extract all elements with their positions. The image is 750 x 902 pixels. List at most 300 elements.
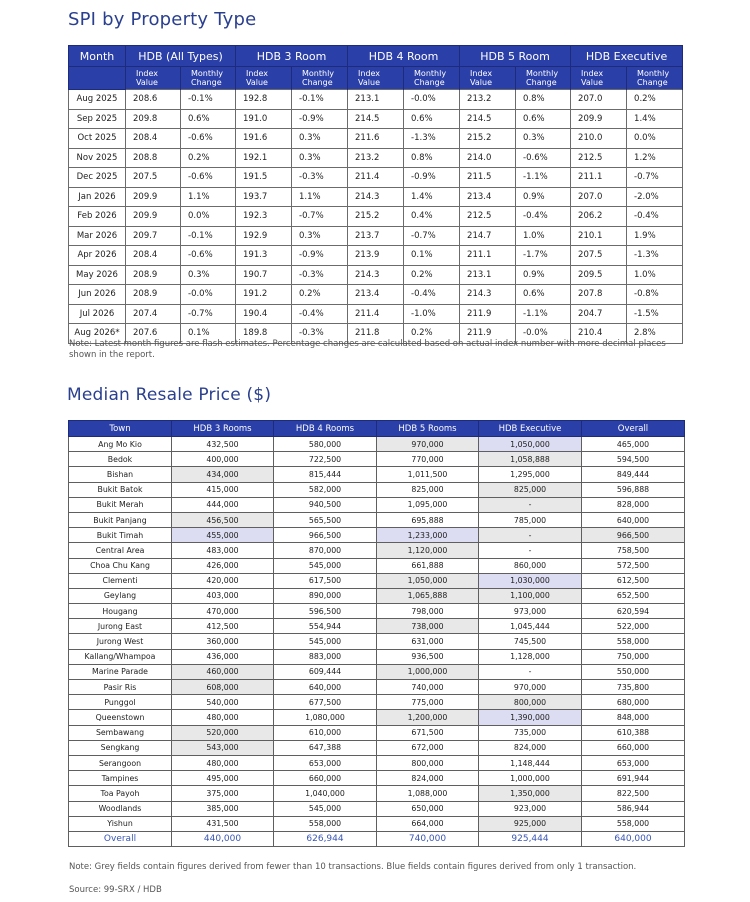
monthly-change-cell: 0.9%	[516, 187, 571, 207]
index-value-cell: 213.4	[348, 285, 404, 305]
median-row	[69, 528, 685, 543]
hdb-all-types-header: HDB (All Types)	[126, 46, 236, 67]
price-cell: 470,000	[172, 604, 274, 619]
index-value-cell: 211.8	[348, 324, 404, 344]
price-cell: 650,000	[377, 801, 479, 816]
month-cell: Jul 2026	[69, 304, 126, 324]
price-cell: 653,000	[274, 755, 377, 770]
overall-price-cell: 440,000	[172, 831, 274, 846]
price-cell: 860,000	[479, 558, 582, 573]
median-header-row	[69, 421, 685, 437]
median-column-header: Town	[69, 421, 172, 437]
index-value-cell: 214.3	[348, 187, 404, 207]
index-value-cell: 209.8	[126, 109, 181, 129]
town-cell: Bukit Merah	[69, 497, 172, 512]
monthly-change-cell: 0.9%	[516, 265, 571, 285]
town-cell: Sengkang	[69, 740, 172, 755]
index-value-cell: 214.3	[348, 265, 404, 285]
index-value-cell: 208.4	[126, 129, 181, 149]
month-cell: Jan 2026	[69, 187, 126, 207]
index-value-cell: 190.7	[236, 265, 292, 285]
price-cell: 822,500	[582, 786, 685, 801]
monthly-change-cell: 0.0%	[627, 129, 683, 149]
monthly-change-cell: 1.2%	[627, 148, 683, 168]
price-cell: 1,088,000	[377, 786, 479, 801]
source-text: Source: 99-SRX / HDB	[69, 885, 162, 895]
price-cell: 610,000	[274, 725, 377, 740]
monthly-change-cell: -1.1%	[516, 168, 571, 188]
price-cell: 966,500	[274, 528, 377, 543]
index-value-cell: 210.4	[571, 324, 627, 344]
town-cell: Queenstown	[69, 710, 172, 725]
index-value-cell: 192.3	[236, 207, 292, 227]
spi-row	[69, 187, 683, 207]
monthly-change-cell: -0.0%	[404, 90, 460, 110]
spi-row	[69, 304, 683, 324]
price-cell: 1,050,000	[377, 573, 479, 588]
index-value-cell: 191.2	[236, 285, 292, 305]
town-cell: Bedok	[69, 452, 172, 467]
monthly-change-cell: 0.2%	[404, 265, 460, 285]
index-value-cell: 214.0	[460, 148, 516, 168]
price-cell: 609,444	[274, 664, 377, 679]
index-value-cell: 206.2	[571, 207, 627, 227]
price-cell: 403,000	[172, 588, 274, 603]
median-price-table	[68, 420, 685, 847]
price-cell: 824,000	[377, 771, 479, 786]
median-table-body	[69, 437, 685, 847]
median-column-header: HDB 3 Rooms	[172, 421, 274, 437]
monthly-change-cell: -0.0%	[181, 285, 236, 305]
index-value-cell: 208.9	[126, 265, 181, 285]
town-cell: Hougang	[69, 604, 172, 619]
index-value-cell: 209.9	[571, 109, 627, 129]
median-row	[69, 634, 685, 649]
monthly-change-cell: 0.1%	[404, 246, 460, 266]
price-cell: 1,295,000	[479, 467, 582, 482]
index-value-subheader: Index Value	[571, 67, 627, 90]
median-title: Median Resale Price ($)	[67, 385, 272, 405]
monthly-change-cell: -0.3%	[292, 265, 348, 285]
price-cell: 1,100,000	[479, 588, 582, 603]
price-cell: 385,000	[172, 801, 274, 816]
price-cell: 973,000	[479, 604, 582, 619]
monthly-change-cell: 1.0%	[627, 265, 683, 285]
price-cell: 653,000	[582, 755, 685, 770]
index-value-cell: 193.7	[236, 187, 292, 207]
town-cell: Serangoon	[69, 755, 172, 770]
price-cell: 750,000	[582, 649, 685, 664]
index-value-cell: 215.2	[348, 207, 404, 227]
index-value-cell: 191.0	[236, 109, 292, 129]
index-value-cell: 190.4	[236, 304, 292, 324]
price-cell: 758,500	[582, 543, 685, 558]
price-cell: 520,000	[172, 725, 274, 740]
monthly-change-cell: -0.9%	[292, 109, 348, 129]
index-value-cell: 207.6	[126, 324, 181, 344]
index-value-cell: 211.4	[348, 168, 404, 188]
price-cell: 671,500	[377, 725, 479, 740]
monthly-change-cell: 0.4%	[404, 207, 460, 227]
monthly-change-cell: 1.1%	[292, 187, 348, 207]
median-row	[69, 588, 685, 603]
town-cell: Jurong West	[69, 634, 172, 649]
median-row	[69, 664, 685, 679]
index-value-cell: 211.6	[348, 129, 404, 149]
hdb-3-room-header: HDB 3 Room	[236, 46, 348, 67]
spi-table	[68, 45, 683, 344]
median-row	[69, 680, 685, 695]
monthly-change-cell: 0.1%	[181, 324, 236, 344]
month-cell: Aug 2025	[69, 90, 126, 110]
price-cell: 785,000	[479, 512, 582, 527]
price-cell: 1,050,000	[479, 437, 582, 452]
index-value-cell: 208.9	[126, 285, 181, 305]
price-cell: 740,000	[377, 680, 479, 695]
monthly-change-cell: 0.6%	[516, 285, 571, 305]
price-cell: -	[479, 528, 582, 543]
median-row	[69, 497, 685, 512]
median-row	[69, 543, 685, 558]
monthly-change-cell: 1.4%	[404, 187, 460, 207]
index-value-cell: 214.3	[460, 285, 516, 305]
index-value-subheader: Index Value	[460, 67, 516, 90]
town-cell: Yishun	[69, 816, 172, 831]
spi-note: Note: Latest month figures are flash estimates. Percentage changes are calculated based on actual index number with more decimal places shown in the report.	[69, 339, 666, 360]
price-cell: 540,000	[172, 695, 274, 710]
price-cell: 545,000	[274, 558, 377, 573]
monthly-change-cell: 0.8%	[404, 148, 460, 168]
spi-row	[69, 109, 683, 129]
monthly-change-cell: -0.7%	[404, 226, 460, 246]
monthly-change-cell: 0.6%	[516, 109, 571, 129]
monthly-change-cell: 0.3%	[181, 265, 236, 285]
town-cell: Clementi	[69, 573, 172, 588]
spi-table-body	[69, 90, 683, 344]
median-column-header: HDB 5 Rooms	[377, 421, 479, 437]
price-cell: 672,000	[377, 740, 479, 755]
monthly-change-cell: 0.3%	[516, 129, 571, 149]
price-cell: 652,500	[582, 588, 685, 603]
index-value-cell: 213.1	[460, 265, 516, 285]
monthly-change-cell: 0.2%	[404, 324, 460, 344]
monthly-change-cell: 1.0%	[516, 226, 571, 246]
index-value-cell: 207.5	[126, 168, 181, 188]
price-cell: 558,000	[582, 816, 685, 831]
price-cell: 1,095,000	[377, 497, 479, 512]
price-cell: 848,000	[582, 710, 685, 725]
monthly-change-subheader: Monthly Change	[516, 67, 571, 90]
spi-row	[69, 207, 683, 227]
town-cell: Marine Parade	[69, 664, 172, 679]
town-cell: Bukit Timah	[69, 528, 172, 543]
price-cell: 582,000	[274, 482, 377, 497]
index-value-cell: 213.2	[460, 90, 516, 110]
price-cell: 1,390,000	[479, 710, 582, 725]
spi-row	[69, 265, 683, 285]
month-cell: Jun 2026	[69, 285, 126, 305]
spi-row	[69, 285, 683, 305]
price-cell: 608,000	[172, 680, 274, 695]
monthly-change-cell: 0.6%	[181, 109, 236, 129]
price-cell: -	[479, 543, 582, 558]
monthly-change-cell: -1.3%	[404, 129, 460, 149]
index-value-cell: 213.1	[348, 90, 404, 110]
median-row	[69, 512, 685, 527]
price-cell: 558,000	[582, 634, 685, 649]
price-cell: 661,888	[377, 558, 479, 573]
price-cell: 420,000	[172, 573, 274, 588]
median-row	[69, 695, 685, 710]
monthly-change-cell: -1.7%	[516, 246, 571, 266]
price-cell: 800,000	[377, 755, 479, 770]
monthly-change-cell: -0.1%	[181, 90, 236, 110]
monthly-change-cell: -0.6%	[181, 129, 236, 149]
median-column-header: HDB Executive	[479, 421, 582, 437]
month-cell: Nov 2025	[69, 148, 126, 168]
price-cell: 617,500	[274, 573, 377, 588]
price-cell: 815,444	[274, 467, 377, 482]
median-row	[69, 649, 685, 664]
overall-price-cell: 740,000	[377, 831, 479, 846]
index-value-cell: 211.9	[460, 324, 516, 344]
month-cell: Oct 2025	[69, 129, 126, 149]
monthly-change-cell: -0.4%	[516, 207, 571, 227]
price-cell: 1,058,888	[479, 452, 582, 467]
price-cell: 1,000,000	[377, 664, 479, 679]
monthly-change-cell: -0.7%	[627, 168, 683, 188]
index-value-cell: 213.7	[348, 226, 404, 246]
price-cell: 543,000	[172, 740, 274, 755]
monthly-change-cell: -0.7%	[292, 207, 348, 227]
index-value-cell: 208.6	[126, 90, 181, 110]
month-cell: Feb 2026	[69, 207, 126, 227]
index-value-cell: 211.4	[348, 304, 404, 324]
monthly-change-cell: -2.0%	[627, 187, 683, 207]
monthly-change-subheader: Monthly Change	[404, 67, 460, 90]
median-row	[69, 482, 685, 497]
price-cell: 870,000	[274, 543, 377, 558]
month-cell: Mar 2026	[69, 226, 126, 246]
index-value-subheader: Index Value	[236, 67, 292, 90]
price-cell: 1,120,000	[377, 543, 479, 558]
index-value-cell: 207.0	[571, 187, 627, 207]
price-cell: 1,000,000	[479, 771, 582, 786]
price-cell: 640,000	[274, 680, 377, 695]
month-subheader	[69, 67, 126, 90]
spi-title: SPI by Property Type	[68, 9, 257, 30]
spi-row	[69, 226, 683, 246]
index-value-cell: 211.1	[571, 168, 627, 188]
price-cell: 936,500	[377, 649, 479, 664]
monthly-change-cell: -0.0%	[516, 324, 571, 344]
town-cell: Woodlands	[69, 801, 172, 816]
median-row	[69, 786, 685, 801]
monthly-change-cell: 0.2%	[181, 148, 236, 168]
index-value-cell: 210.0	[571, 129, 627, 149]
monthly-change-cell: -1.3%	[627, 246, 683, 266]
overall-price-cell: 925,444	[479, 831, 582, 846]
index-value-cell: 209.7	[126, 226, 181, 246]
price-cell: 695,888	[377, 512, 479, 527]
price-cell: 923,000	[479, 801, 582, 816]
price-cell: 558,000	[274, 816, 377, 831]
monthly-change-cell: 0.3%	[292, 226, 348, 246]
price-cell: 1,233,000	[377, 528, 479, 543]
town-cell: Bishan	[69, 467, 172, 482]
index-value-cell: 204.7	[571, 304, 627, 324]
index-value-cell: 211.1	[460, 246, 516, 266]
price-cell: 745,500	[479, 634, 582, 649]
spi-row	[69, 129, 683, 149]
monthly-change-cell: -0.6%	[181, 246, 236, 266]
price-cell: 849,444	[582, 467, 685, 482]
price-cell: 522,000	[582, 619, 685, 634]
index-value-cell: 191.3	[236, 246, 292, 266]
index-value-cell: 213.2	[348, 148, 404, 168]
median-row	[69, 740, 685, 755]
spi-row	[69, 148, 683, 168]
month-cell: Apr 2026	[69, 246, 126, 266]
monthly-change-cell: -0.6%	[181, 168, 236, 188]
price-cell: 455,000	[172, 528, 274, 543]
index-value-subheader: Index Value	[348, 67, 404, 90]
price-cell: 691,944	[582, 771, 685, 786]
month-cell: Sep 2025	[69, 109, 126, 129]
month-cell: Aug 2026*	[69, 324, 126, 344]
monthly-change-cell: -0.9%	[404, 168, 460, 188]
month-column-header: Month	[69, 46, 126, 67]
monthly-change-cell: 0.8%	[516, 90, 571, 110]
spi-row	[69, 90, 683, 110]
median-row	[69, 467, 685, 482]
monthly-change-cell: 1.1%	[181, 187, 236, 207]
monthly-change-subheader: Monthly Change	[181, 67, 236, 90]
price-cell: 798,000	[377, 604, 479, 619]
spi-subheader-row	[69, 67, 683, 90]
median-note: Note: Grey fields contain figures derived from fewer than 10 transactions. Blue fields contain figures derived from only 1 transaction.	[69, 862, 637, 872]
monthly-change-cell: -0.4%	[627, 207, 683, 227]
town-cell: Choa Chu Kang	[69, 558, 172, 573]
monthly-change-cell: -0.9%	[292, 246, 348, 266]
price-cell: 1,011,500	[377, 467, 479, 482]
index-value-cell: 192.1	[236, 148, 292, 168]
price-cell: 545,000	[274, 801, 377, 816]
monthly-change-cell: -1.0%	[404, 304, 460, 324]
town-cell: Tampines	[69, 771, 172, 786]
index-value-subheader: Index Value	[126, 67, 181, 90]
price-cell: 434,000	[172, 467, 274, 482]
price-cell: 456,500	[172, 512, 274, 527]
monthly-change-cell: -1.5%	[627, 304, 683, 324]
monthly-change-subheader: Monthly Change	[292, 67, 348, 90]
price-cell: 375,000	[172, 786, 274, 801]
month-cell: Dec 2025	[69, 168, 126, 188]
price-cell: 483,000	[172, 543, 274, 558]
town-cell: Bukit Panjang	[69, 512, 172, 527]
index-value-cell: 214.7	[460, 226, 516, 246]
price-cell: 460,000	[172, 664, 274, 679]
price-cell: 1,045,444	[479, 619, 582, 634]
price-cell: 966,500	[582, 528, 685, 543]
monthly-change-cell: -0.8%	[627, 285, 683, 305]
price-cell: 660,000	[582, 740, 685, 755]
price-cell: 770,000	[377, 452, 479, 467]
price-cell: 925,000	[479, 816, 582, 831]
index-value-cell: 207.4	[126, 304, 181, 324]
price-cell: 735,000	[479, 725, 582, 740]
monthly-change-cell: -0.1%	[292, 90, 348, 110]
price-cell: 1,350,000	[479, 786, 582, 801]
price-cell: 360,000	[172, 634, 274, 649]
price-cell: 432,500	[172, 437, 274, 452]
price-cell: 970,000	[377, 437, 479, 452]
price-cell: 596,888	[582, 482, 685, 497]
index-value-cell: 207.0	[571, 90, 627, 110]
index-value-cell: 214.5	[348, 109, 404, 129]
monthly-change-cell: 2.8%	[627, 324, 683, 344]
price-cell: 890,000	[274, 588, 377, 603]
index-value-cell: 209.9	[126, 187, 181, 207]
price-cell: 775,000	[377, 695, 479, 710]
index-value-cell: 208.8	[126, 148, 181, 168]
town-cell: Sembawang	[69, 725, 172, 740]
index-value-cell: 213.9	[348, 246, 404, 266]
price-cell: -	[479, 497, 582, 512]
monthly-change-cell: -0.3%	[292, 324, 348, 344]
price-cell: 620,594	[582, 604, 685, 619]
price-cell: 415,000	[172, 482, 274, 497]
town-cell: Central Area	[69, 543, 172, 558]
price-cell: 1,148,444	[479, 755, 582, 770]
price-cell: 664,000	[377, 816, 479, 831]
price-cell: 1,040,000	[274, 786, 377, 801]
price-cell: 1,065,888	[377, 588, 479, 603]
price-cell: 680,000	[582, 695, 685, 710]
median-row	[69, 801, 685, 816]
monthly-change-cell: -0.4%	[292, 304, 348, 324]
price-cell: 465,000	[582, 437, 685, 452]
median-row	[69, 619, 685, 634]
price-cell: 825,000	[479, 482, 582, 497]
price-cell: 565,500	[274, 512, 377, 527]
median-row	[69, 771, 685, 786]
monthly-change-cell: -1.1%	[516, 304, 571, 324]
price-cell: 596,500	[274, 604, 377, 619]
price-cell: 677,500	[274, 695, 377, 710]
index-value-cell: 210.1	[571, 226, 627, 246]
price-cell: 550,000	[582, 664, 685, 679]
median-row	[69, 452, 685, 467]
monthly-change-cell: 0.2%	[292, 285, 348, 305]
overall-price-cell: 626,944	[274, 831, 377, 846]
monthly-change-subheader: Monthly Change	[627, 67, 683, 90]
town-cell: Geylang	[69, 588, 172, 603]
index-value-cell: 208.4	[126, 246, 181, 266]
median-row	[69, 437, 685, 452]
monthly-change-cell: -0.4%	[404, 285, 460, 305]
town-cell: Toa Payoh	[69, 786, 172, 801]
price-cell: 722,500	[274, 452, 377, 467]
price-cell: 594,500	[582, 452, 685, 467]
monthly-change-cell: 0.3%	[292, 148, 348, 168]
index-value-cell: 212.5	[571, 148, 627, 168]
town-cell: Kallang/Whampoa	[69, 649, 172, 664]
price-cell: 824,000	[479, 740, 582, 755]
price-cell: 1,030,000	[479, 573, 582, 588]
town-cell: Pasir Ris	[69, 680, 172, 695]
price-cell: 970,000	[479, 680, 582, 695]
